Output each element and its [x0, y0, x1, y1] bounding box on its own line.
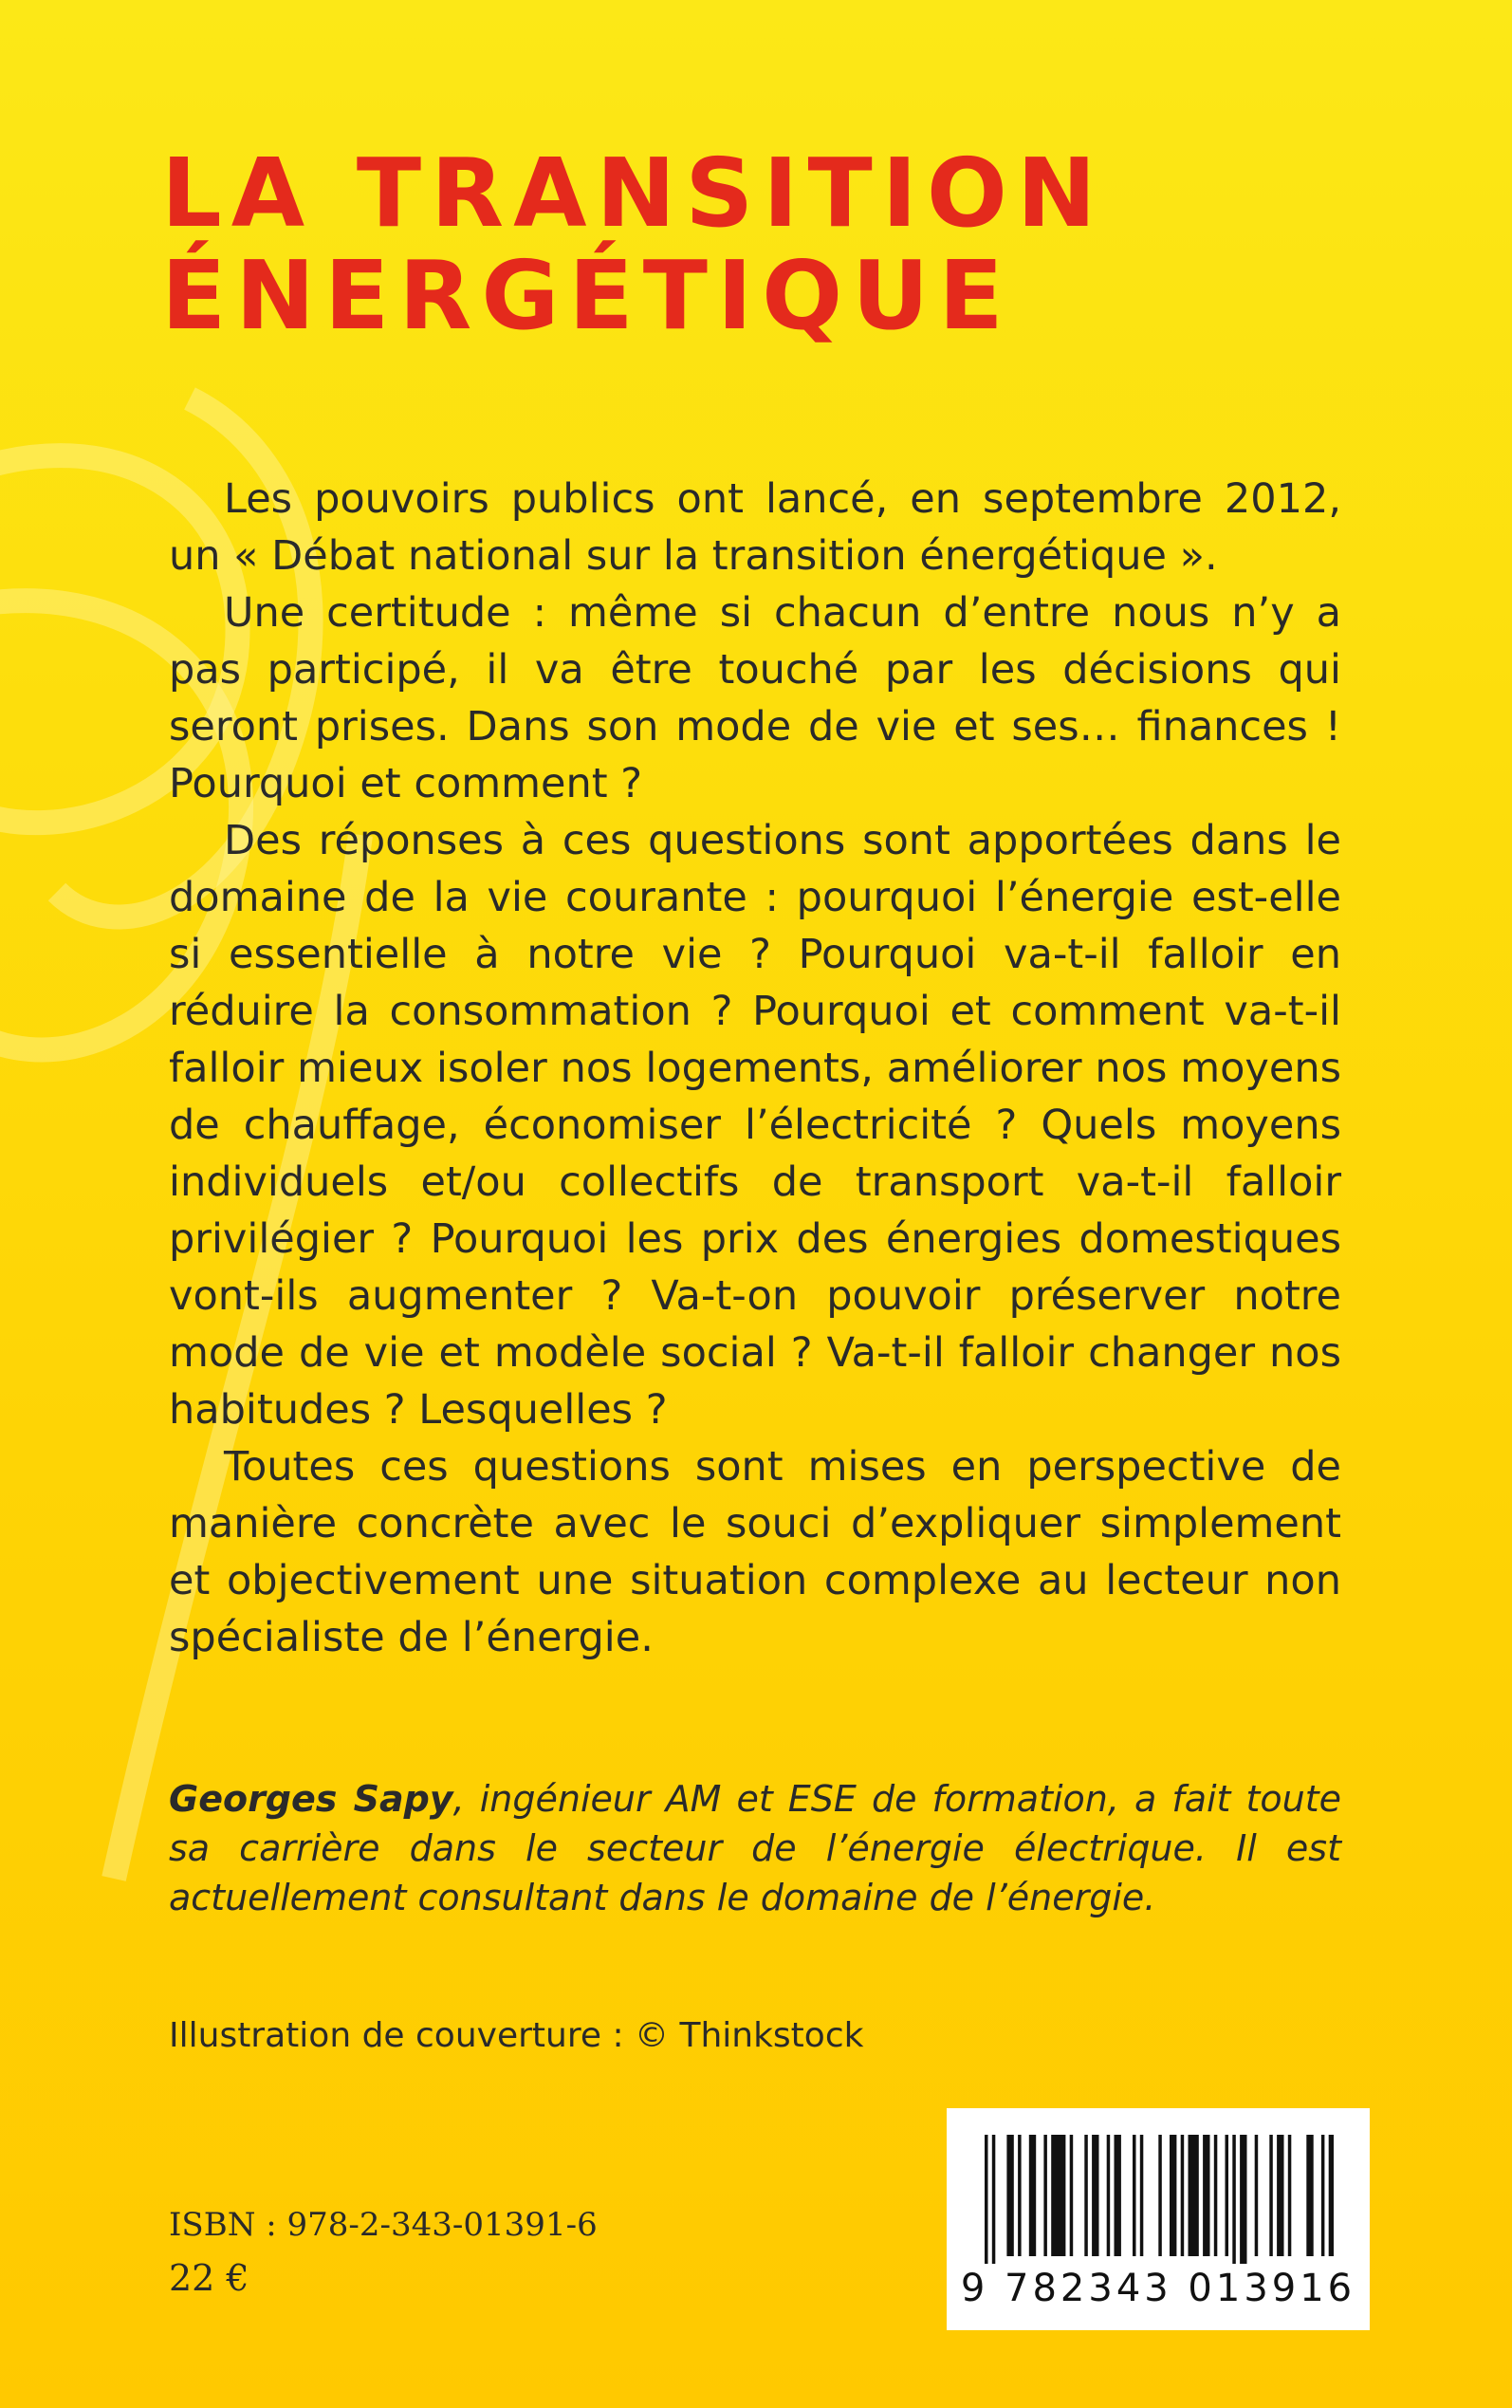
author-bio-text: , ingénieur AM et ESE de formation, a fait toute sa carrière dans le secteur de l’énergie électrique. Il est actuellement consultant dans le domaine de l’énergie.	[169, 1778, 1341, 1918]
barcode-bar	[992, 2135, 996, 2264]
price: 22 €	[169, 2257, 249, 2299]
barcode-bar	[1306, 2135, 1313, 2256]
author-name: Georges Sapy	[169, 1778, 453, 1820]
barcode-bar	[1226, 2135, 1229, 2256]
barcode-bar	[985, 2135, 988, 2264]
isbn: ISBN : 978-2-343-01391-6	[169, 2206, 598, 2244]
barcode-bar	[1070, 2135, 1074, 2256]
barcode-digits: 9 782343 013916	[960, 2267, 1356, 2310]
blurb-paragraph: Les pouvoirs publics ont lancé, en septembre 2012, un « Débat national sur la transition énergétique ».	[169, 475, 1341, 580]
barcode-bar	[1189, 2135, 1199, 2256]
barcode-bar	[1321, 2135, 1325, 2256]
blurb	[169, 471, 1341, 1666]
barcode-bar	[1158, 2135, 1162, 2256]
barcode-bar	[1214, 2135, 1218, 2256]
barcode-bar	[1029, 2135, 1036, 2256]
barcode-bar	[1107, 2135, 1111, 2256]
barcode-bar	[1051, 2135, 1065, 2256]
barcode-bar	[1232, 2135, 1236, 2264]
barcode-bar	[1255, 2135, 1259, 2256]
blurb-paragraph: Des réponses à ces questions sont apportées dans le domaine de la vie courante : pourquoi l’énergie est-elle si essentielle à notre vie ? Pourquoi va-t-il falloir en réduire la consommation ? Pourquoi et comment va-t-il falloir mieux isoler nos logements, améliorer nos moyens de chauffage, économiser l’électricité ? Quels moyens individuels et/ou collectifs de transport va-t-il falloir privilégier ? Pourquoi les prix des énergies domestiques vont-ils augmenter ? Va-t-on pouvoir préserver notre mode de vie et modèle social ? Va-t-il falloir changer nos habitudes ? Lesquelles ?	[169, 817, 1341, 1434]
barcode-bar	[1092, 2135, 1098, 2256]
blurb-paragraph: Toutes ces questions sont mises en perspective de manière concrète avec le souci d’expliquer simplement et objectivement une situation complexe au lecteur non spécialiste de l’énergie.	[169, 1443, 1341, 1661]
book-title	[161, 138, 1356, 351]
title-line-2: ÉNERGÉTIQUE	[161, 240, 1013, 351]
barcode-bar	[1240, 2135, 1246, 2264]
barcode-bar	[1084, 2135, 1088, 2256]
barcode-bar	[1277, 2135, 1283, 2256]
barcode-bar	[1288, 2135, 1292, 2256]
blurb-paragraph: Une certitude : même si chacun d’entre nous n’y a pas participé, il va être touché par les décisions qui seront prises. Dans son mode de vie et ses… finances ! Pourquoi et comment ?	[169, 589, 1341, 807]
illustration-credit: Illustration de couverture : © Thinkstock	[169, 2016, 864, 2055]
barcode-bar	[1018, 2135, 1022, 2256]
title-line-1: LA TRANSITION	[161, 138, 1106, 249]
barcode-bar	[1133, 2135, 1136, 2256]
barcode-bar	[1181, 2135, 1185, 2256]
barcode	[947, 2108, 1370, 2330]
barcode-bar	[1329, 2135, 1334, 2256]
barcode-bar	[1006, 2135, 1013, 2256]
barcode-bar	[1269, 2135, 1273, 2256]
barcode-bar	[1203, 2135, 1209, 2256]
author-bio	[169, 1774, 1341, 1922]
barcode-bar	[1140, 2135, 1144, 2256]
barcode-bars	[983, 2135, 1334, 2264]
barcode-bar	[1043, 2135, 1047, 2256]
barcode-bar	[1115, 2135, 1121, 2256]
barcode-bar	[1170, 2135, 1176, 2256]
